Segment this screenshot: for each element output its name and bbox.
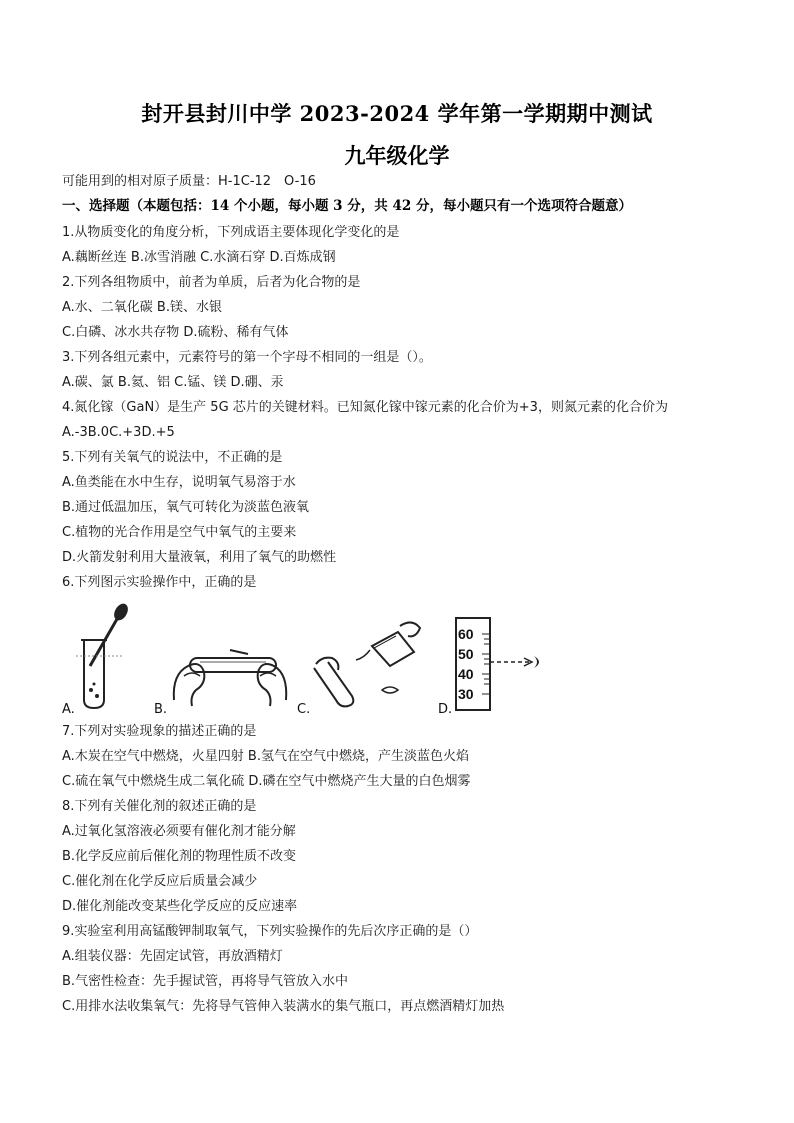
atomic-mass-note: 可能用到的相对原子质量：H-1C-12 O-16 (62, 174, 316, 189)
section-heading: 一、选择题（本题包括：14 个小题，每小题 3 分，共 42 分，每小题只有一个选项符合题意） (62, 198, 632, 214)
q5-option-b: B.通过低温加压，氧气可转化为淡蓝色液氧 (62, 500, 310, 515)
q7-options-cd: C.硫在氧气中燃烧生成二氧化硫 D.磷在空气中燃烧产生大量的白色烟雾 (62, 774, 471, 789)
q3-stem: 3.下列各组元素中，元素符号的第一个字母不相同的一组是（）。 (62, 350, 432, 365)
q6-figure-b-hands-tube (170, 640, 290, 710)
q5-option-d: D.火箭发射利用大量液氧，利用了氧气的助燃性 (62, 550, 337, 565)
q4-stem: 4.氮化镓（GaN）是生产 5G 芯片的关键材料。已知氮化镓中镓元素的化合价为+3，则氮元素的化合价为 (62, 400, 668, 415)
q7-options-ab: A.木炭在空气中燃烧，火星四射 B.氢气在空气中燃烧，产生淡蓝色火焰 (62, 749, 469, 764)
q6-label-b: B. (154, 702, 168, 717)
q2-stem: 2.下列各组物质中，前者为单质，后者为化合物的是 (62, 275, 361, 290)
q9-stem: 9.实验室利用高锰酸钾制取氧气，下列实验操作的先后次序正确的是（） (62, 924, 478, 939)
q5-option-c: C.植物的光合作用是空气中氧气的主要来 (62, 525, 297, 540)
q8-stem: 8.下列有关催化剂的叙述正确的是 (62, 799, 257, 814)
q2-options-ab: A.水、二氧化碳 B.镁、水银 (62, 300, 222, 315)
q9-option-c: C.用排水法收集氧气：先将导气管伸入装满水的集气瓶口，再点燃酒精灯加热 (62, 999, 505, 1014)
cylinder-tick-40: 40 (458, 666, 474, 682)
q9-option-b: B.气密性检查：先手握试管，再将导气管放入水中 (62, 974, 349, 989)
exam-title: 封开县封川中学 2023-2024 学年第一学期期中测试 (141, 101, 653, 126)
q9-option-a: A.组装仪器：先固定试管，再放酒精灯 (62, 949, 283, 964)
q8-option-a: A.过氧化氢溶液必须要有催化剂才能分解 (62, 824, 296, 839)
q8-option-b: B.化学反应前后催化剂的物理性质不改变 (62, 849, 297, 864)
q1-options: A.藕断丝连 B.冰雪消融 C.水滴石穿 D.百炼成钢 (62, 250, 336, 265)
q6-stem: 6.下列图示实验操作中，正确的是 (62, 575, 257, 590)
q6-figure-c-pouring (312, 612, 422, 712)
q7-stem: 7.下列对实验现象的描述正确的是 (62, 724, 257, 739)
q5-stem: 5.下列有关氧气的说法中，不正确的是 (62, 450, 283, 465)
q5-option-a: A.鱼类能在水中生存，说明氧气易溶于水 (62, 475, 296, 490)
q6-figure-a-spatula-tube (76, 600, 136, 712)
q2-options-cd: C.白磷、冰水共存物 D.硫粉、稀有气体 (62, 325, 289, 340)
q3-options: A.碳、氯 B.氦、铝 C.锰、镁 D.硼、汞 (62, 375, 284, 390)
q8-option-c: C.催化剂在化学反应后质量会减少 (62, 874, 258, 889)
q4-options: A.-3B.0C.+3D.+5 (62, 425, 175, 440)
cylinder-tick-60: 60 (458, 626, 474, 642)
q6-label-d: D. (438, 702, 453, 717)
q8-option-d: D.催化剂能改变某些化学反应的反应速率 (62, 899, 298, 914)
q6-label-a: A. (62, 702, 75, 717)
q6-label-c: C. (297, 702, 311, 717)
cylinder-tick-50: 50 (458, 646, 474, 662)
exam-subtitle: 九年级化学 (344, 143, 450, 168)
q1-stem: 1.从物质变化的角度分析，下列成语主要体现化学变化的是 (62, 225, 400, 240)
cylinder-tick-30: 30 (458, 686, 474, 702)
